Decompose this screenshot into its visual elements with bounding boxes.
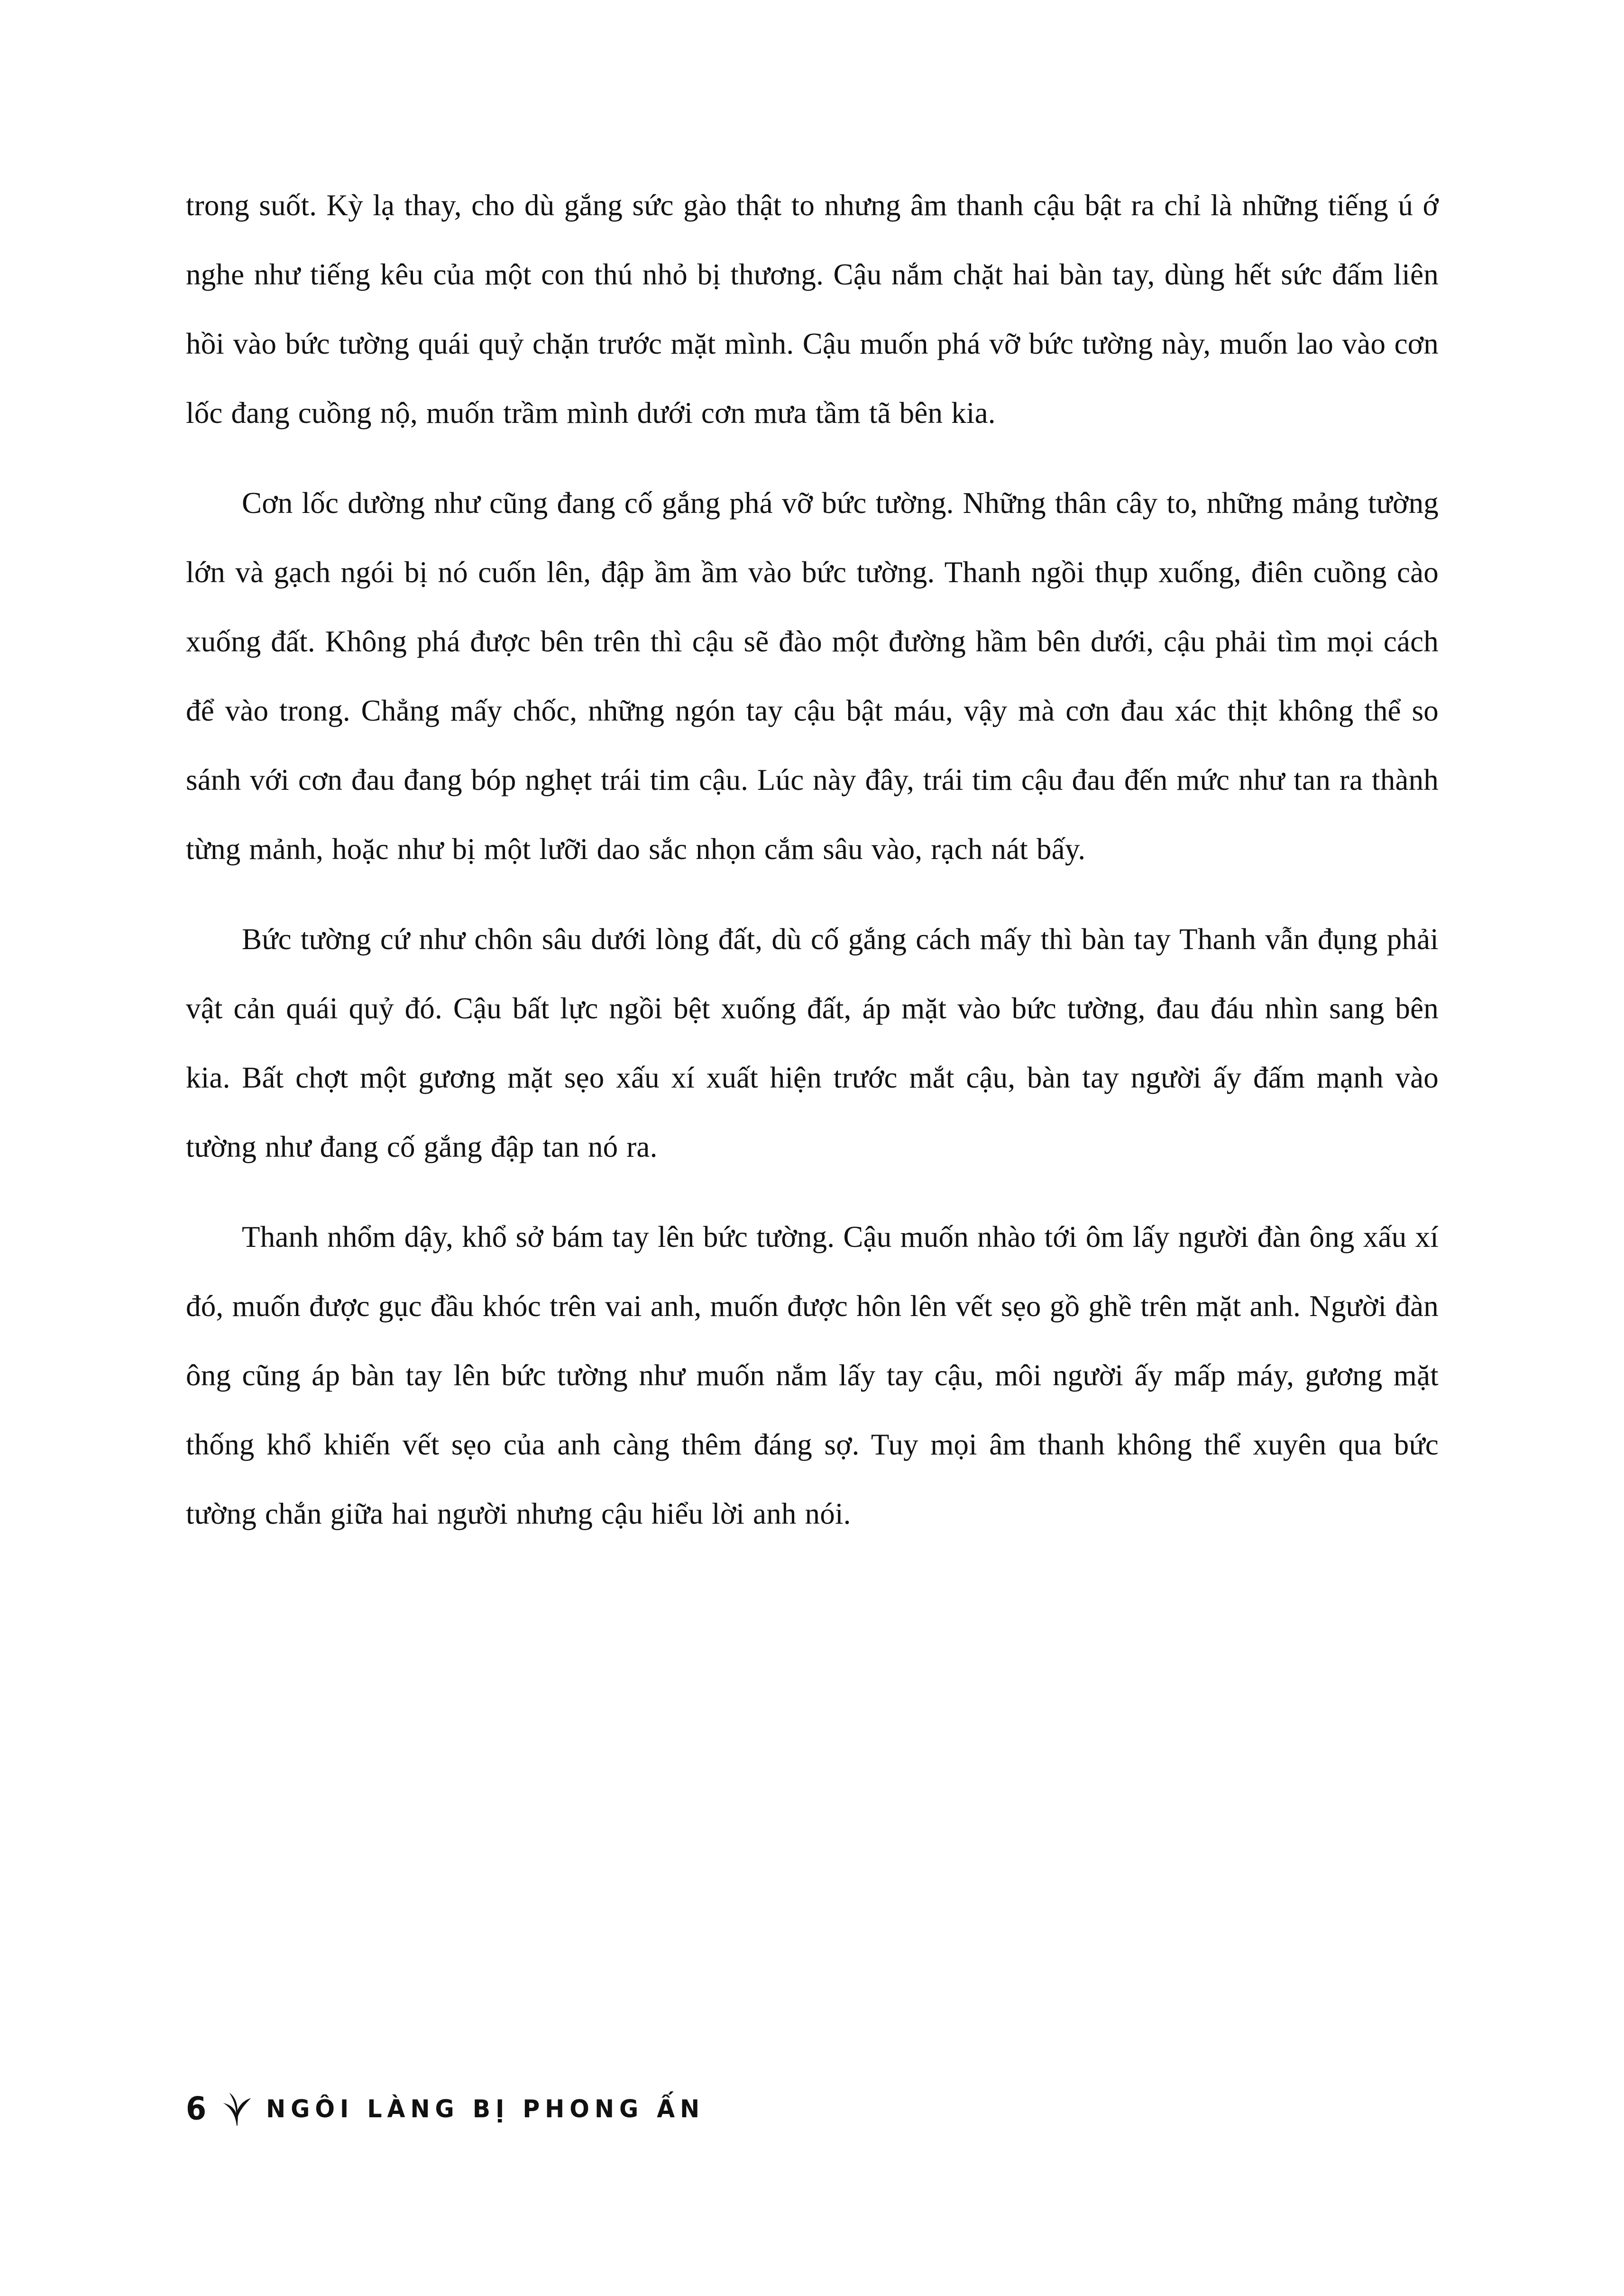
leaf-icon (220, 2092, 252, 2126)
body-paragraph: Thanh nhổm dậy, khổ sở bám tay lên bức tường. Cậu muốn nhào tới ôm lấy người đàn ông xấu xí đó, muốn được gục đầu khóc trên vai anh, muốn được hôn lên vết sẹo gồ ghề trên mặt anh. Người đàn ông cũng áp bàn tay lên bức tường như muốn nắm lấy tay cậu, môi người ấy mấp máy, gương mặt thống khổ khiến vết sẹo của anh càng thêm đáng sợ. Tuy mọi âm thanh không thể xuyên qua bức tường chắn giữa hai người nhưng cậu hiểu lời anh nói. (186, 1220, 1439, 1530)
body-paragraph: trong suốt. Kỳ lạ thay, cho dù gắng sức gào thật to nhưng âm thanh cậu bật ra chỉ là những tiếng ú ớ nghe như tiếng kêu của một con thú nhỏ bị thương. Cậu nắm chặt hai bàn tay, dùng hết sức đấm liên hồi vào bức tường quái quỷ chặn trước mặt mình. Cậu muốn phá vỡ bức tường này, muốn lao vào cơn lốc đang cuồng nộ, muốn trầm mình dưới cơn mưa tầm tã bên kia. (186, 189, 1439, 430)
book-title: NGÔI LÀNG BỊ PHONG ẤN (266, 2095, 705, 2123)
page-footer (186, 2092, 705, 2126)
page-number: 6 (186, 2090, 207, 2127)
body-text-block (186, 171, 1439, 1569)
body-paragraph: Bức tường cứ như chôn sâu dưới lòng đất, dù cố gắng cách mấy thì bàn tay Thanh vẫn đụng phải vật cản quái quỷ đó. Cậu bất lực ngồi bệt xuống đất, áp mặt vào bức tường, đau đáu nhìn sang bên kia. Bất chợt một gương mặt sẹo xấu xí xuất hiện trước mắt cậu, bàn tay người ấy đấm mạnh vào tường như đang cố gắng đập tan nó ra. (186, 923, 1439, 1163)
body-paragraph: Cơn lốc dường như cũng đang cố gắng phá vỡ bức tường. Những thân cây to, những mảng tường lớn và gạch ngói bị nó cuốn lên, đập ầm ầm vào bức tường. Thanh ngồi thụp xuống, điên cuồng cào xuống đất. Không phá được bên trên thì cậu sẽ đào một đường hầm bên dưới, cậu phải tìm mọi cách để vào trong. Chẳng mấy chốc, những ngón tay cậu bật máu, vậy mà cơn đau xác thịt không thể so sánh với cơn đau đang bóp nghẹt trái tim cậu. Lúc này đây, trái tim cậu đau đến mức như tan ra thành từng mảnh, hoặc như bị một lưỡi dao sắc nhọn cắm sâu vào, rạch nát bấy. (186, 486, 1439, 866)
